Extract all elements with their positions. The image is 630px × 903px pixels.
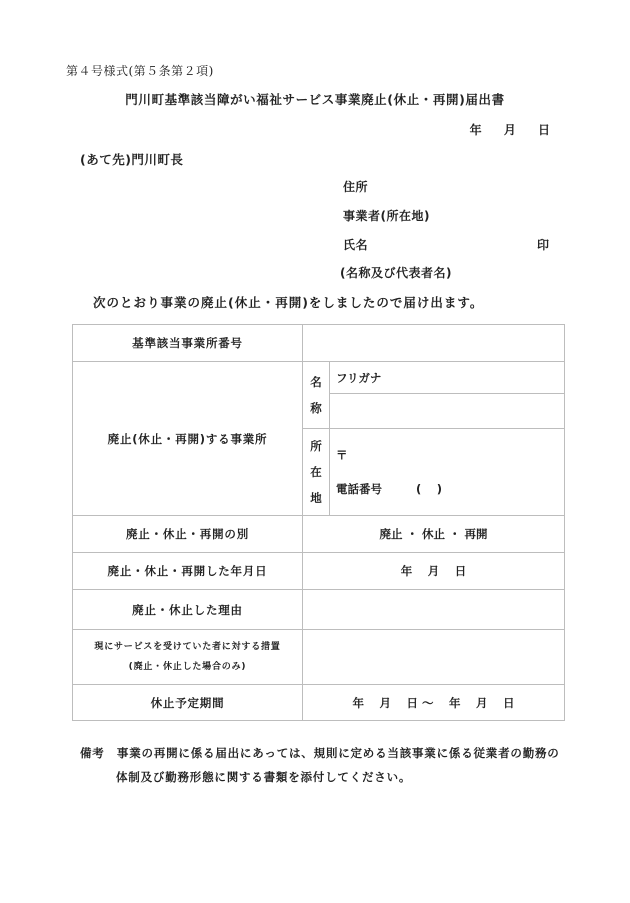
furigana-field[interactable] [330, 362, 565, 394]
addressee: (あて先)門川町長 [80, 152, 184, 167]
organization-label: (名称及び代表者名) [340, 266, 452, 280]
operator-label: 事業者(所在地) [343, 209, 430, 223]
period-label: 休止予定期間 [73, 685, 303, 721]
submission-date: 年 月 日 [469, 123, 550, 137]
location-char-3: 地 [310, 491, 322, 505]
office-number-field[interactable] [303, 325, 565, 362]
location-char-1: 所 [310, 439, 322, 453]
reason-field[interactable] [303, 590, 565, 630]
document-title: 門川町基準該当障がい福祉サービス事業廃止(休止・再開)届出書 [125, 92, 505, 107]
period-field[interactable]: 年 月 日 ～ 年 月 日 [303, 685, 565, 721]
date-field[interactable]: 年 月 日 [303, 553, 565, 590]
name-header [303, 362, 330, 429]
location-char-2: 在 [310, 465, 322, 479]
remarks-line-2: 体制及び勤務形態に関する書類を添付してください。 [116, 770, 412, 784]
seal-mark: 印 [537, 238, 550, 252]
measures-sub-label: (廃止・休止した場合のみ) [128, 662, 247, 672]
location-header [303, 429, 330, 516]
notification-form-table [72, 324, 565, 721]
furigana-label: フリガナ [336, 370, 382, 385]
name-label: 氏名 [343, 238, 369, 252]
remarks-line-1: 事業の再開に係る届出にあっては、規則に定める当該事業に係る従業者の勤務の [116, 746, 560, 760]
form-number: 第４号様式(第５条第２項) [66, 64, 214, 78]
type-options[interactable]: 廃止 ・ 休止 ・ 再開 [303, 516, 565, 553]
office-name-field[interactable] [330, 394, 565, 429]
phone-parens: ( ) [416, 482, 443, 496]
reason-label: 廃止・休止した理由 [73, 590, 303, 630]
remarks-label: 備考 [80, 746, 105, 760]
measures-label: 現にサービスを受けていた者に対する措置 [94, 642, 281, 652]
type-label: 廃止・休止・再開の別 [73, 516, 303, 553]
date-label: 廃止・休止・再開した年月日 [73, 553, 303, 590]
measures-field[interactable] [303, 630, 565, 685]
phone-label: 電話番号 [336, 482, 382, 496]
intro-text: 次のとおり事業の廃止(休止・再開)をしましたので届け出ます。 [93, 295, 484, 310]
office-label: 廃止(休止・再開)する事業所 [73, 362, 303, 516]
name-char-1: 名 [310, 375, 322, 389]
office-number-label: 基準該当事業所番号 [73, 325, 303, 362]
address-label: 住所 [343, 180, 369, 194]
remarks [80, 741, 560, 789]
measures-label-cell [73, 630, 303, 685]
postal-mark: 〒 [336, 448, 348, 462]
name-char-2: 称 [310, 401, 322, 415]
location-field[interactable] [330, 429, 565, 516]
